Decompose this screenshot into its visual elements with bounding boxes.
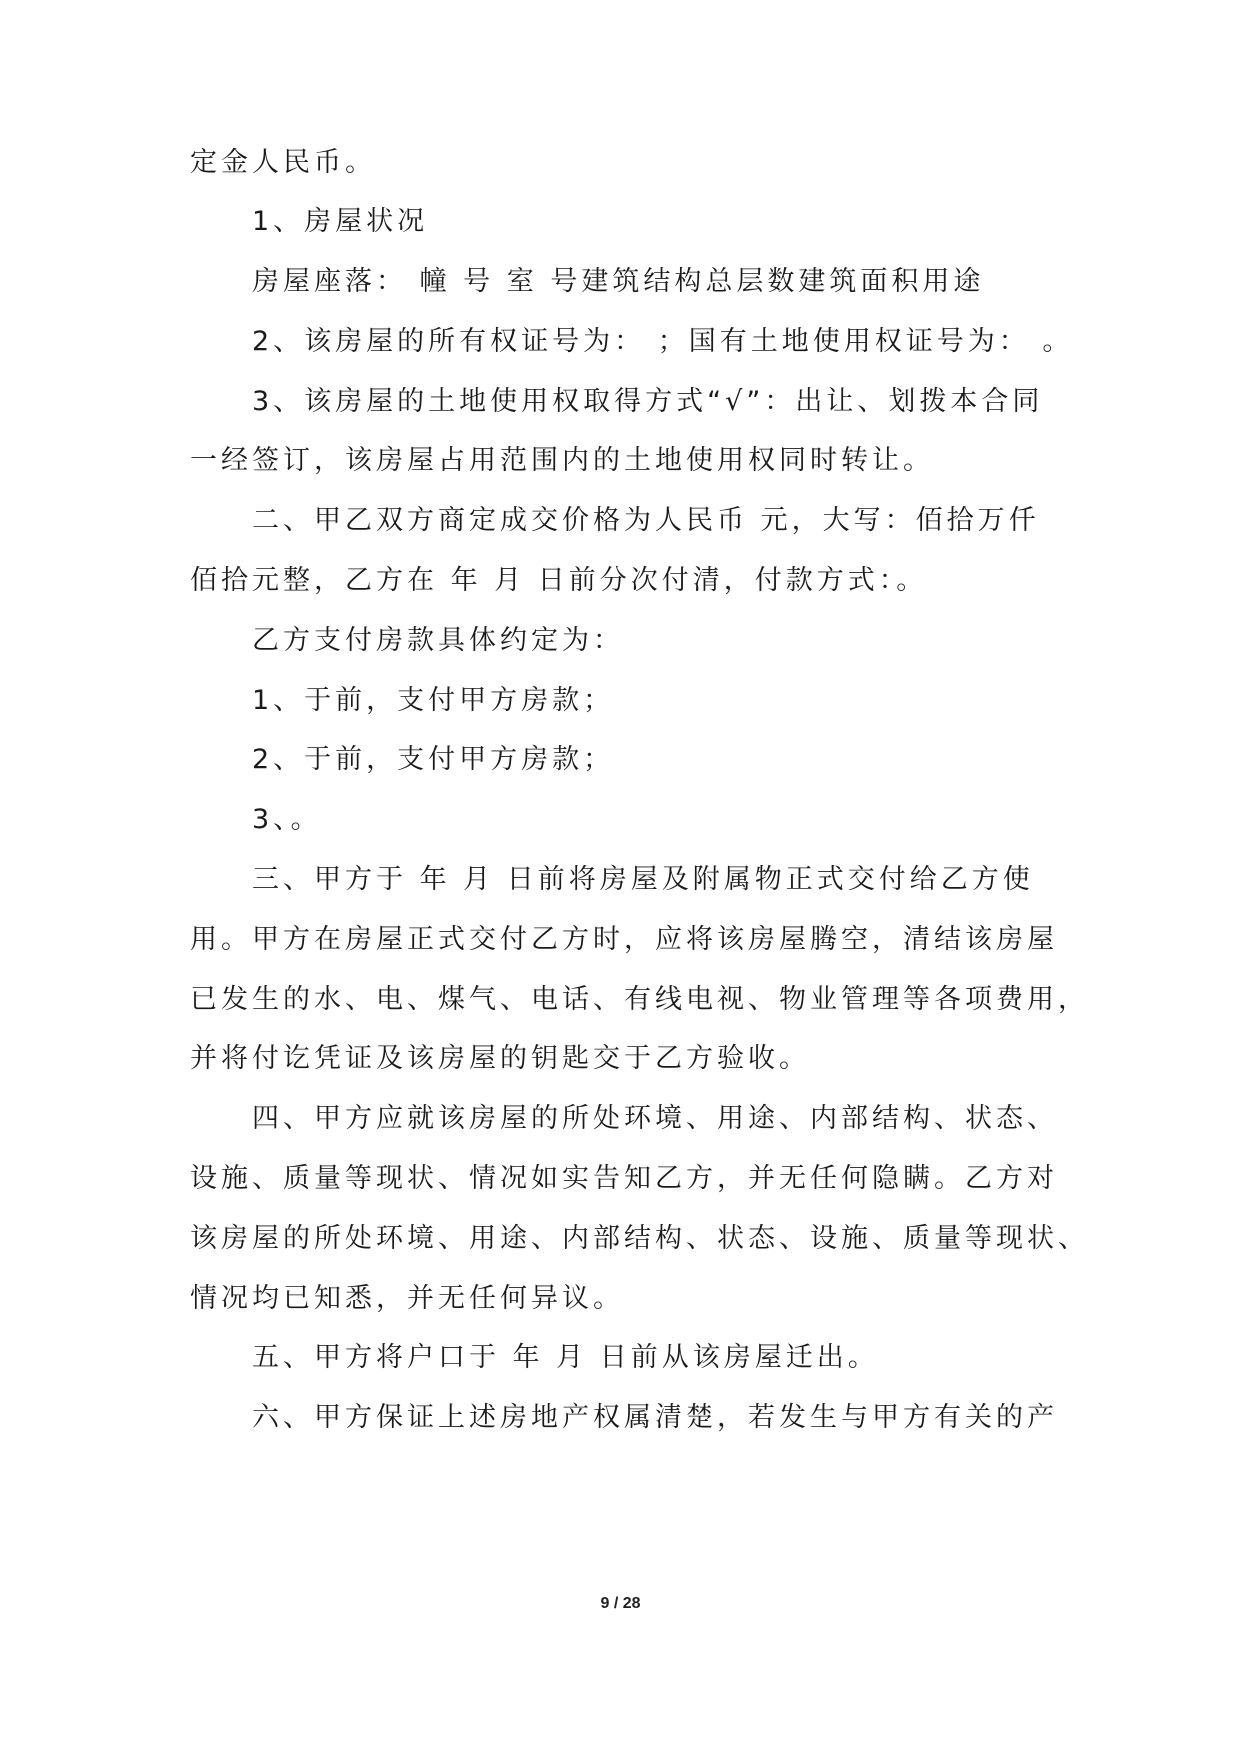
text-line: 五、甲方将户口于 年 月 日前从该房屋迁出。 bbox=[252, 1342, 879, 1373]
text-line: 1、房屋状况 bbox=[252, 206, 429, 237]
text-line: 已发生的水、电、煤气、电话、有线电视、物业管理等各项费用， bbox=[190, 984, 1089, 1015]
text-line: 三、甲方于 年 月 日前将房屋及附属物正式交付给乙方使 bbox=[252, 864, 1034, 895]
text-line: 并将付讫凭证及该房屋的钥匙交于乙方验收。 bbox=[190, 1043, 810, 1074]
text-line: 四、甲方应就该房屋的所处环境、用途、内部结构、状态、 bbox=[252, 1103, 1058, 1134]
text-line: 乙方支付房款具体约定为： bbox=[252, 625, 624, 656]
text-line: 2、该房屋的所有权证号为： ；国有土地使用权证号为： 。 bbox=[252, 326, 1074, 357]
text-line: 设施、质量等现状、情况如实告知乙方，并无任何隐瞒。乙方对 bbox=[190, 1163, 1058, 1194]
text-line: 二、甲乙双方商定成交价格为人民币 元，大写：佰拾万仟 bbox=[252, 505, 1040, 536]
text-line: 房屋座落： 幢 号 室 号建筑结构总层数建筑面积用途 bbox=[252, 266, 985, 297]
text-line: 2、于前，支付甲方房款； bbox=[252, 744, 615, 775]
page-number: 9 / 28 bbox=[600, 1595, 641, 1612]
text-line: 六、甲方保证上述房地产权属清楚，若发生与甲方有关的产 bbox=[252, 1402, 1058, 1433]
text-line: 一经签订，该房屋占用范围内的土地使用权同时转让。 bbox=[190, 445, 934, 476]
text-line: 3、。 bbox=[252, 804, 322, 835]
text-line: 佰拾元整，乙方在 年 月 日前分次付清，付款方式：。 bbox=[190, 565, 928, 596]
text-line: 用。甲方在房屋正式交付乙方时，应将该房屋腾空，清结该房屋 bbox=[190, 924, 1058, 955]
text-line: 该房屋的所处环境、用途、内部结构、状态、设施、质量等现状、 bbox=[190, 1223, 1089, 1254]
text-line: 1、于前，支付甲方房款； bbox=[252, 685, 615, 716]
text-line: 情况均已知悉，并无任何异议。 bbox=[190, 1283, 624, 1314]
text-line: 定金人民币。 bbox=[190, 147, 376, 178]
text-line: 3、该房屋的土地使用权取得方式“√”：出让、划拨本合同 bbox=[252, 386, 1044, 417]
